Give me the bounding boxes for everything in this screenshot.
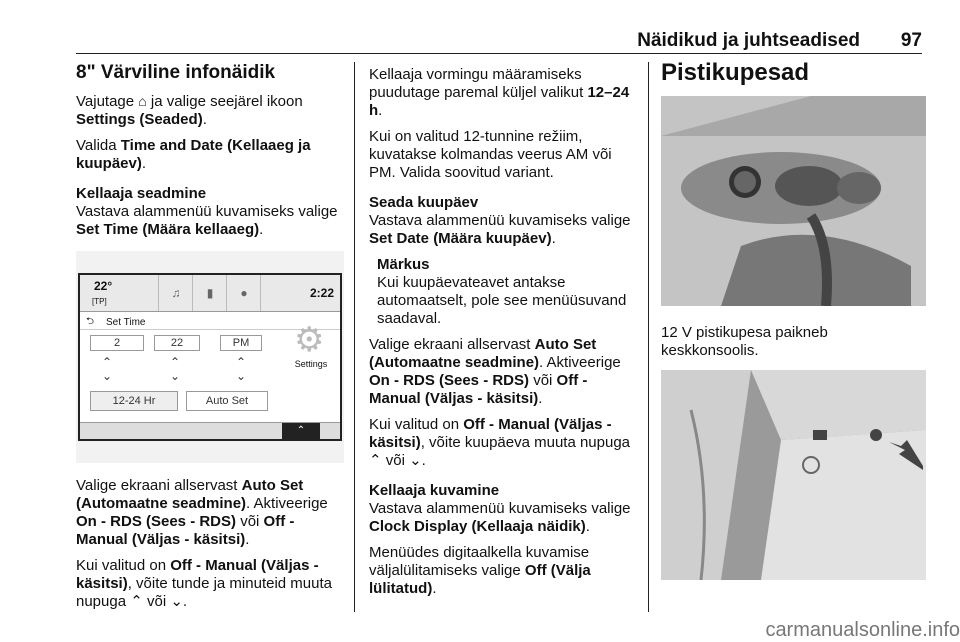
header-title: Näidikud ja juhtseadised [637, 30, 860, 51]
subheading: Kellaaja seadmine [76, 185, 207, 202]
note-text: Kui kuupäevateavet antakse automaatselt, pole see menüüsuvand saadaval. [377, 274, 627, 327]
paragraph: Valige ekraani allservast Auto Set (Automaatne seadmine). Aktiveerige On - RDS (Sees - RDS) või Off - Manual (Väljas - käsitsi). [76, 477, 328, 548]
ampm-field[interactable]: PM [220, 335, 262, 351]
trunk-socket-photo [661, 370, 926, 580]
screen-display [78, 273, 342, 441]
paragraph: Vastava alammenüü kuvamiseks valige Clock Display (Kellaaja näidik). [369, 500, 631, 535]
page-header [76, 30, 922, 52]
column-3 [661, 59, 926, 580]
tp-indicator: [TP] [92, 297, 107, 306]
auto-set-button[interactable]: Auto Set [186, 391, 268, 411]
paragraph: Vastava alammenüü kuvamiseks valige Set Time (Määra kellaaeg). [76, 203, 338, 238]
paragraph: Vajutage ⌂ ja valige seejärel ikoon Settings (Seaded). [76, 93, 303, 128]
chevron-up-icon[interactable]: ⌃ [102, 355, 113, 369]
minute-field[interactable]: 22 [154, 335, 200, 351]
note-box [377, 256, 639, 328]
chevron-down-icon[interactable]: ⌄ [102, 369, 113, 383]
column-2 [369, 66, 639, 606]
paragraph: Menüüdes digitaalkella kuvamise väljalülitamiseks valige Off (Välja lülitatud). [369, 544, 591, 597]
section-heading: Pistikupesad [661, 59, 810, 86]
home-icon: ⌂ [138, 93, 147, 109]
chevron-down-icon[interactable]: ⌄ [170, 369, 181, 383]
chevron-up-icon[interactable]: ⌃ [170, 355, 181, 369]
console-socket-photo [661, 96, 926, 306]
screen-topbar [80, 275, 340, 312]
chevron-up-icon: ⌃ [130, 593, 143, 610]
settings-gear-icon[interactable]: ⚙ Settings [286, 319, 336, 369]
hour-field[interactable]: 2 [90, 335, 144, 351]
chevron-down-icon: ⌄ [409, 452, 422, 469]
paragraph: Kui valitud on Off - Manual (Väljas - käsitsi), võite kuupäeva muuta nupuga ⌃ või ⌄. [369, 416, 631, 469]
temperature: 22° [94, 279, 113, 293]
paragraph: Kui valitud on Off - Manual (Väljas - käsitsi), võite tunde ja minuteid muuta nupuga ⌃ või ⌄. [76, 557, 332, 610]
note-title: Märkus [377, 256, 430, 273]
section-heading: 8" Värviline infonäidik [76, 62, 276, 83]
page-number: 97 [900, 30, 922, 51]
column-divider [648, 62, 649, 612]
paragraph: Valige ekraani allservast Auto Set (Automaatne seadmine). Aktiveerige On - RDS (Sees - RDS) või Off - Manual (Väljas - käsitsi). [369, 336, 621, 407]
paragraph: Kui on valitud 12-tunnine režiim, kuvatakse kolmandas veerus AM või PM. Valida soovitud variant. [369, 128, 612, 181]
watermark: carmanualsonline.info [765, 619, 960, 641]
screen-footer [80, 422, 340, 439]
phone-icon: ▮ [192, 275, 227, 311]
settings-label: Settings [294, 359, 328, 369]
chevron-up-icon: ⌃ [369, 452, 382, 469]
paragraph: Kellaaja vormingu määramiseks puudutage paremal küljel valikut 12–24 h. [369, 66, 630, 119]
chevron-down-icon: ⌄ [170, 593, 183, 610]
back-icon[interactable]: ⮌ [86, 316, 95, 327]
12-24-hr-button[interactable]: 12-24 Hr [90, 391, 178, 411]
infotainment-screen-figure [76, 251, 344, 463]
music-icon: ♫ [158, 275, 193, 311]
subheading: Kellaaja kuvamine [369, 482, 500, 499]
chevron-up-icon[interactable]: ⌃ [282, 423, 320, 439]
header-rule [76, 53, 922, 54]
paragraph: Valida Time and Date (Kellaaeg ja kuupäev). [76, 137, 311, 172]
clock: 2:22 [260, 275, 340, 311]
column-1 [76, 64, 344, 619]
column-divider [354, 62, 355, 612]
screen-title: Set Time [106, 317, 146, 328]
paragraph: Vastava alammenüü kuvamiseks valige Set Date (Määra kuupäev). [369, 212, 631, 247]
info-icon: ● [226, 275, 261, 311]
chevron-down-icon[interactable]: ⌄ [236, 369, 247, 383]
photo-caption: 12 V pistikupesa paikneb keskkonsoolis. [661, 324, 828, 359]
subheading: Seada kuupäev [369, 194, 479, 211]
chevron-up-icon[interactable]: ⌃ [236, 355, 247, 369]
